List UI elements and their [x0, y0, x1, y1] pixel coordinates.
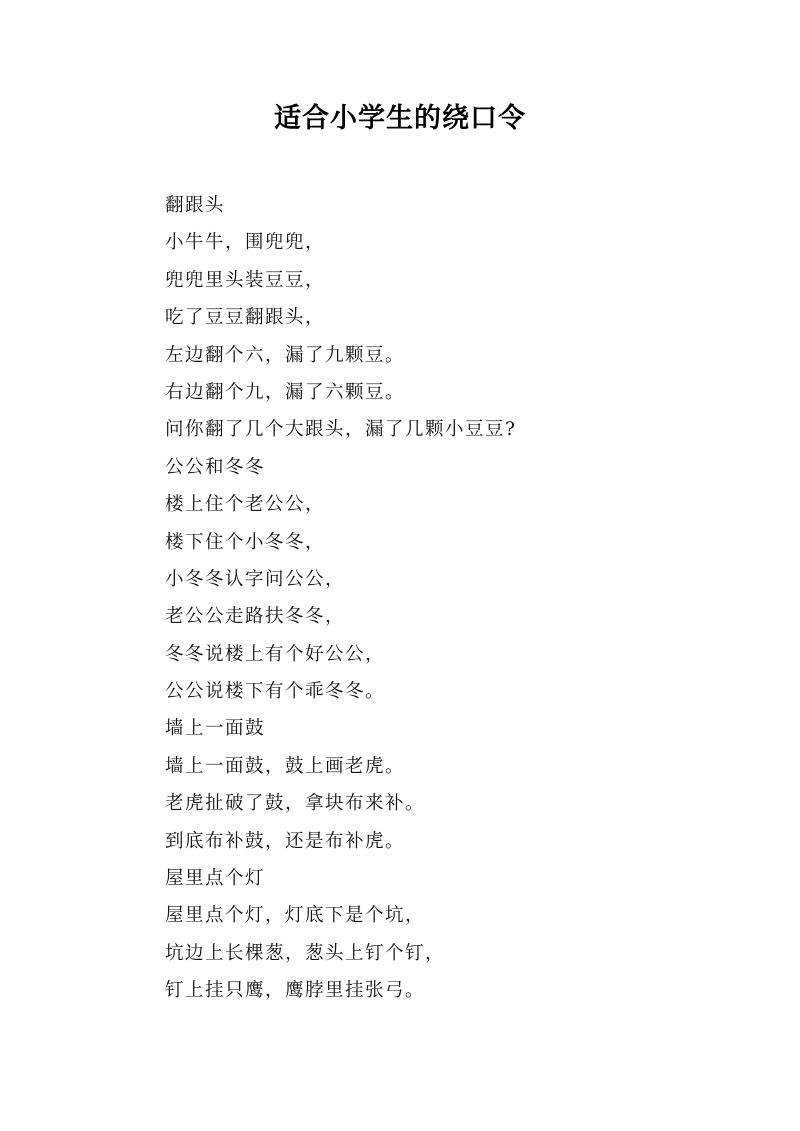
- text-line: 小牛牛，围兜兜，: [165, 232, 326, 254]
- text-line: 楼上住个老公公，: [165, 494, 326, 516]
- text-line: 左边翻个六，漏了九颗豆。: [165, 344, 406, 366]
- text-line: 屋里点个灯，灯底下是个坑，: [165, 905, 426, 927]
- text-line: 吃了豆豆翻跟头，: [165, 307, 326, 329]
- text-line: 墙上一面鼓，鼓上画老虎。: [165, 755, 406, 777]
- text-line: 右边翻个九，漏了六颗豆。: [165, 381, 406, 403]
- text-line: 小冬冬认字问公公，: [165, 568, 346, 590]
- text-line: 坑边上长棵葱，葱头上钉个钉，: [165, 942, 446, 964]
- document-title: 适合小学生的绕口令: [274, 103, 526, 134]
- text-line: 老公公走路扶冬冬，: [165, 606, 346, 628]
- tongue-twister-lines: [165, 187, 765, 1010]
- text-line: 到底布补鼓，还是布补虎。: [165, 830, 406, 852]
- text-line: 公公说楼下有个乖冬冬。: [165, 681, 386, 703]
- text-line: 公公和冬冬: [165, 456, 266, 478]
- text-line: 楼下住个小冬冬，: [165, 531, 326, 553]
- text-line: 屋里点个灯: [165, 868, 266, 890]
- text-line: 钉上挂只鹰，鹰脖里挂张弓。: [165, 980, 426, 1002]
- text-line: 冬冬说楼上有个好公公，: [165, 643, 386, 665]
- text-line: 兜兜里头装豆豆，: [165, 269, 326, 291]
- text-line: 翻跟头: [165, 195, 226, 216]
- text-line: 问你翻了几个大跟头，漏了几颗小豆豆?: [165, 419, 517, 441]
- text-line: 墙上一面鼓: [165, 718, 266, 740]
- text-line: 老虎扯破了鼓，拿块布来补。: [165, 793, 426, 815]
